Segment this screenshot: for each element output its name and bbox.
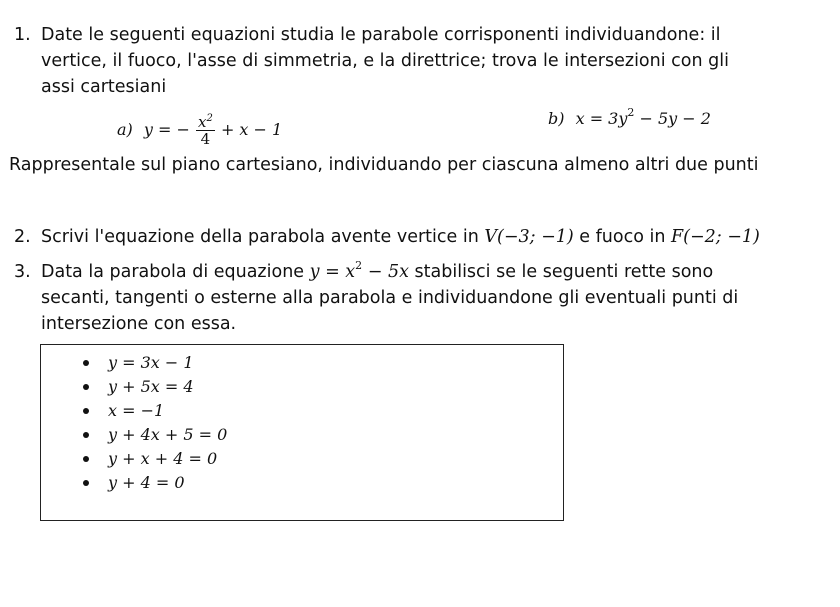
line-equation: y + x + 4 = 0 [108, 449, 218, 468]
q3-eq-exp: 2 [355, 259, 363, 272]
q3-line-2: secanti, tangenti o esterne alla parabola e individuandone gli eventuali punti di [41, 288, 739, 308]
bullet-icon [83, 360, 89, 366]
q3-number: 3. [14, 262, 31, 282]
bullet-icon [83, 480, 89, 486]
equation-b-exp: 2 [627, 106, 635, 119]
bullet-icon [83, 432, 89, 438]
q1-footer: Rappresentale sul piano cartesiano, individuando per ciascuna almeno altri due punti [9, 155, 759, 175]
equation-a-fraction [196, 114, 215, 147]
q3-line-3: intersezione con essa. [41, 314, 237, 334]
q2-mid: e fuoco in [573, 227, 671, 247]
line-equation: y + 4 = 0 [108, 473, 185, 492]
line-equation: y + 4x + 5 = 0 [108, 425, 228, 444]
q3-line-1 [41, 259, 713, 285]
q2-focus: F(−2; −1) [670, 227, 760, 247]
q1-line-1: Date le seguenti equazioni studia le parabole corrisponenti individuandone: il [41, 25, 721, 45]
q2-text: Scrivi l'equazione della parabola avente vertice in [41, 227, 485, 247]
equation-b-label: b) [548, 109, 565, 128]
equation-a-label: a) [117, 120, 133, 139]
q1-line-3: assi cartesiani [41, 77, 167, 97]
bullet-icon [83, 384, 89, 390]
equation-a-lhs: y = − [143, 120, 190, 139]
bullet-icon [83, 456, 89, 462]
equation-a-den: 4 [196, 130, 215, 147]
q1-number: 1. [14, 25, 31, 45]
q2-number: 2. [14, 227, 31, 247]
q3-line-1-post: stabilisci se le seguenti rette sono [408, 262, 714, 282]
line-equation: y = 3x − 1 [108, 353, 194, 372]
equation-a-num-exp: 2 [206, 113, 213, 124]
equation-b-lhs: x = 3y [575, 109, 628, 128]
equation-a [117, 108, 282, 152]
equation-b-rest: − 5y − 2 [634, 109, 711, 128]
equation-a-rest: + x − 1 [220, 120, 283, 139]
q3-line-1-pre: Data la parabola di equazione [41, 262, 310, 282]
q3-eq-base: y = x [309, 262, 356, 282]
q2-line [41, 224, 760, 250]
q1-line-2: vertice, il fuoco, l'asse di simmetria, e la direttrice; trova le intersezioni con gli [41, 51, 729, 71]
line-equation: x = −1 [108, 401, 165, 420]
q2-vertex: V(−3; −1) [484, 227, 574, 247]
q3-eq-rest: − 5x [362, 262, 409, 282]
line-equation: y + 5x = 4 [108, 377, 194, 396]
bullet-icon [83, 408, 89, 414]
equation-a-num-base: x [198, 113, 207, 131]
equation-b [548, 106, 711, 132]
